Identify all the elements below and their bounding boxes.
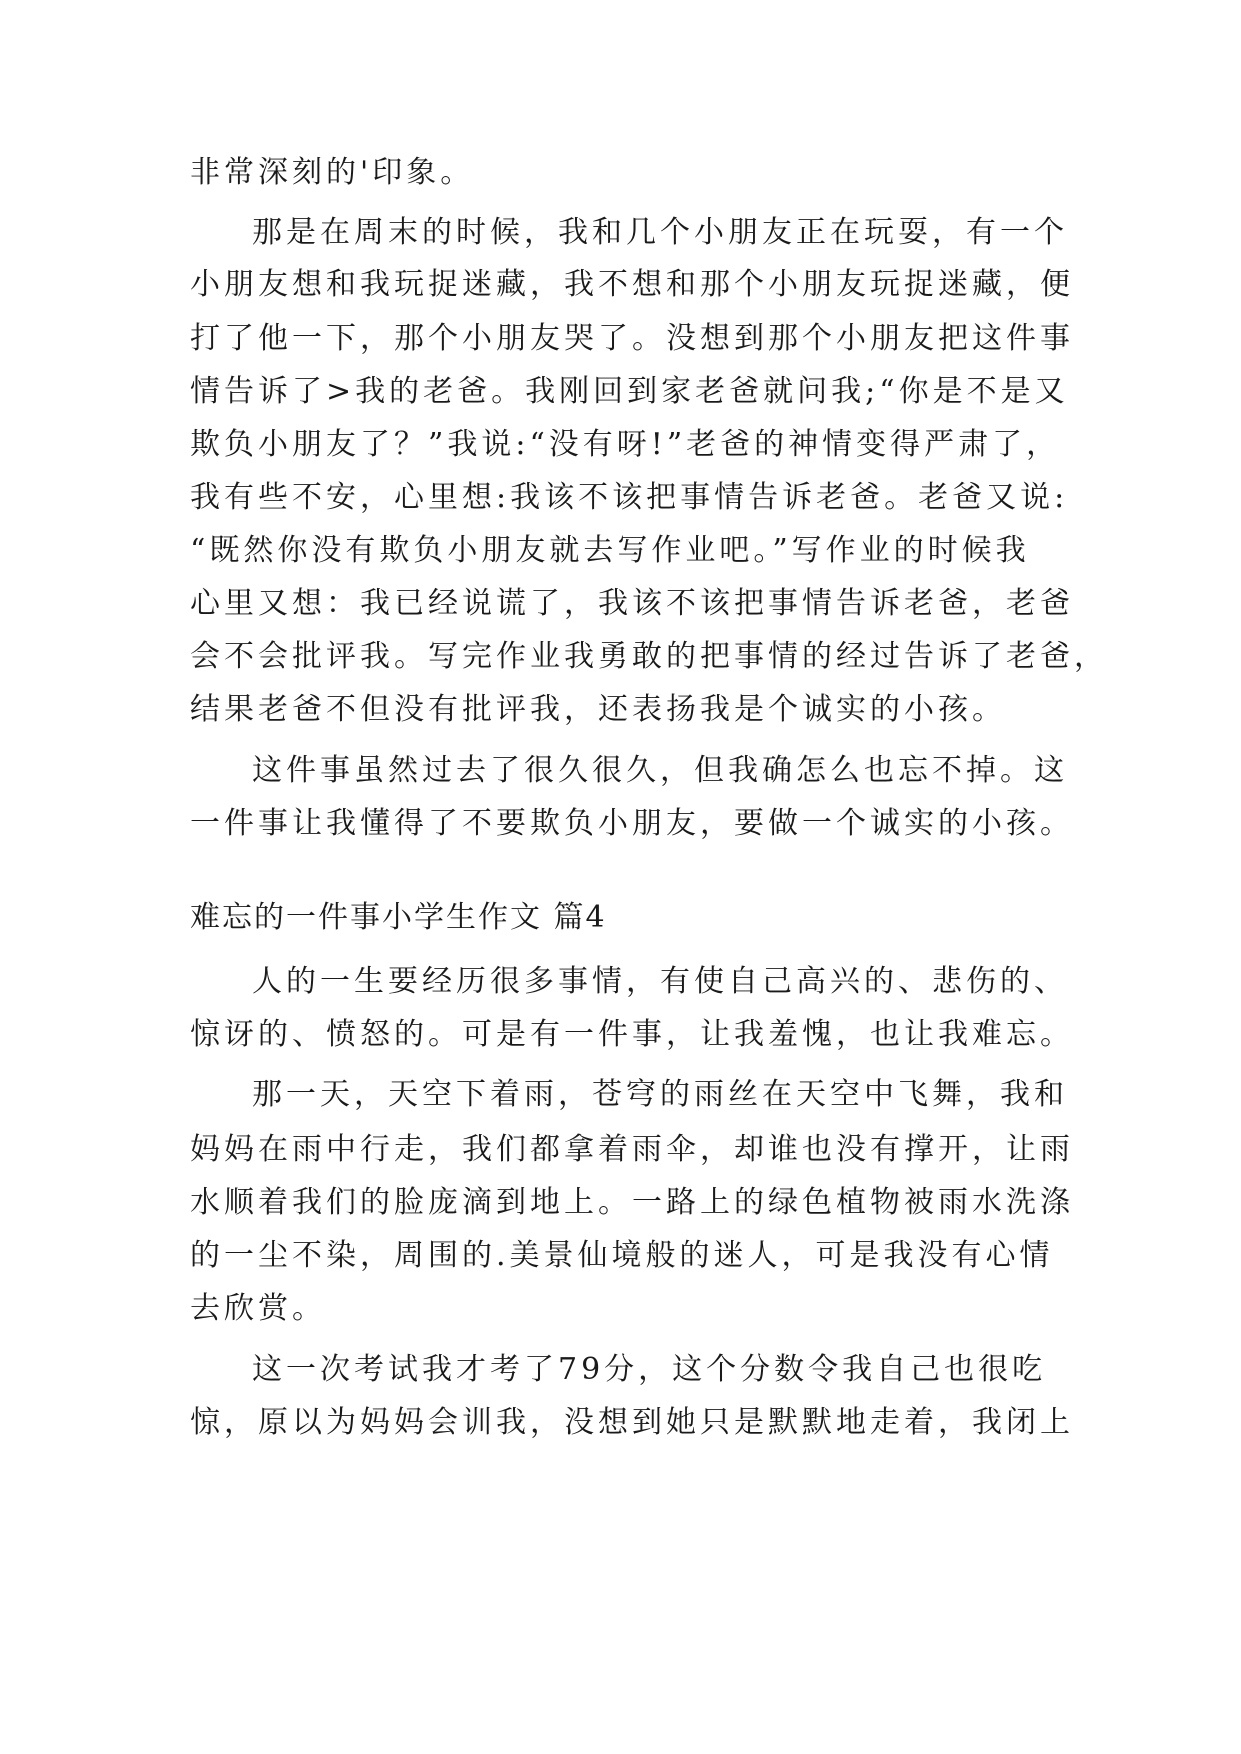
text-line: 情告诉了>我的老爸。我刚回到家老爸就问我;“你是不是又 [190,374,1069,409]
paragraph-first-line: 那一天，天空下着雨，苍穹的雨丝在天空中飞舞，我和 [252,1077,1068,1112]
text-line: 非常深刻的'印象。 [190,155,475,190]
paragraph-first-line: 人的一生要经历很多事情，有使自己高兴的、悲伤的、 [252,964,1068,999]
paragraph-first-line: 这件事虽然过去了很久很久，但我确怎么也忘不掉。这 [252,753,1068,788]
text-line: 我有些不安，心里想:我该不该把事情告诉老爸。老爸又说: [190,480,1069,515]
text-line: 会不会批评我。写完作业我勇敢的把事情的经过告诉了老爸， [190,639,1108,674]
text-line: 欺负小朋友了？”我说:“没有呀!”老爸的神情变得严肃了， [190,427,1061,462]
text-line: 惊，原以为妈妈会训我，没想到她只是默默地走着，我闭上 [190,1405,1074,1440]
text-line: 小朋友想和我玩捉迷藏，我不想和那个小朋友玩捉迷藏，便 [190,267,1074,302]
text-line: 惊讶的、愤怒的。可是有一件事，让我羞愧，也让我难忘。 [190,1017,1074,1052]
text-line: 心里又想：我已经说谎了，我该不该把事情告诉老爸，老爸 [190,586,1074,621]
paragraph-first-line: 那是在周末的时候，我和几个小朋友正在玩耍，有一个 [252,215,1068,250]
text-line: 打了他一下，那个小朋友哭了。没想到那个小朋友把这件事 [190,321,1074,356]
text-line: 一件事让我懂得了不要欺负小朋友，要做一个诚实的小孩。 [190,806,1074,841]
text-line: 的一尘不染，周围的.美景仙境般的迷人，可是我没有心情 [190,1238,1054,1273]
text-line: “既然你没有欺负小朋友就去写作业吧。”写作业的时候我 [190,533,1030,568]
paragraph-first-line: 这一次考试我才考了79分，这个分数令我自己也很吃 [252,1352,1047,1387]
text-line: 去欣赏。 [190,1291,326,1326]
text-line: 妈妈在雨中行走，我们都拿着雨伞，却谁也没有撑开，让雨 [190,1132,1074,1167]
text-line: 结果老爸不但没有批评我，还表扬我是个诚实的小孩。 [190,692,1006,727]
section-heading: 难忘的一件事小学生作文 篇4 [190,900,607,935]
text-line: 水顺着我们的脸庞滴到地上。一路上的绿色植物被雨水洗涤 [190,1185,1074,1220]
